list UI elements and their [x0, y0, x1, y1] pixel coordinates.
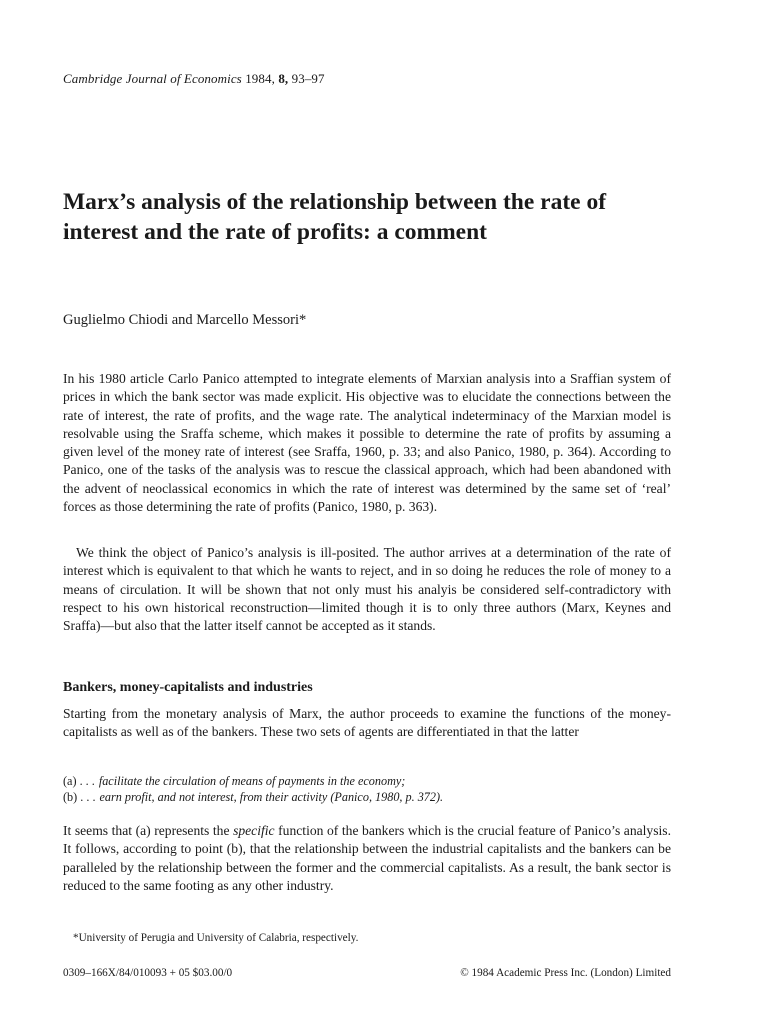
article-title: Marx’s analysis of the relationship between the rate of interest and the rate of profits: a comment [63, 189, 607, 245]
journal-pages: 93–97 [291, 71, 325, 86]
paragraph-4-text: It seems that (a) represents the [63, 823, 234, 838]
paragraph-3: Starting from the monetary analysis of Marx, the author proceeds to examine the functions of the money-capitalists as well as of the bankers. These two sets of agents are differentiated in that the latter [63, 706, 671, 740]
list-marker: (b) . . . [63, 790, 96, 804]
journal-year: 1984, [245, 71, 275, 86]
copyright-line: © 1984 Academic Press Inc. (London) Limited [460, 967, 671, 979]
issn-line: 0309–166X/84/010093 + 05 $03.00/0 [63, 967, 233, 979]
list-item [63, 773, 443, 789]
paragraph-4-text: function of the bankers which is the crucial feature of Panico’s analysis. It follows, according to point (b), that the relationship between the industrial capitalists and the bankers can be paralleled by the relationship between the former and the commercial capitalists. As a result, the bank sector is reduced to the same footing as any other industry. [63, 823, 671, 893]
paragraph-4-emphasis: specific [233, 823, 275, 838]
list-marker: (a) . . . [63, 774, 95, 788]
journal-volume: 8, [278, 71, 289, 86]
section-heading: Bankers, money-capitalists and industries [63, 680, 313, 695]
list-text: earn profit, and not interest, from their activity (Panico, 1980, p. 372). [99, 790, 444, 804]
paragraph-1: In his 1980 article Carlo Panico attempted to integrate elements of Marxian analysis into a Sraffian system of prices in which the bank sector was made explicit. His objective was to elucidate the connections between the rate of interest, the rate of profits, and the wage rate. The analytical indeterminacy of the Marxian model is resolvable using the Sraffa scheme, which makes it possible to determine the rate of profits by assuming a given level of the money rate of interest (see Sraffa, 1960, p. 33; and also Panico, 1980, p. 364). According to Panico, one of the tasks of the analysis was to rescue the classical approach, which had been abandoned with the advent of neoclassical economics in which the rate of interest was determined by the same set of ‘real’ forces as those determining the rate of profits (Panico, 1980, p. 363). [63, 371, 671, 515]
list-item [63, 789, 443, 805]
article-authors: Guglielmo Chiodi and Marcello Messori* [63, 312, 307, 328]
paragraph-4 [63, 822, 671, 895]
journal-citation [63, 71, 325, 87]
list-text: facilitate the circulation of means of payments in the economy; [98, 774, 406, 788]
paragraph-2: We think the object of Panico’s analysis is ill-posited. The author arrives at a determination of the rate of interest which is equivalent to that which he wants to reject, and in so doing he reduces the role of money to a means of circulation. It will be shown that not only must his analyis be considered self-contradictory with respect to his own historical reconstruction—limited though it is to only three authors (Marx, Keynes and Sraffa)—but also that the latter itself cannot be accepted as it stands. [63, 545, 671, 634]
author-footnote: *University of Perugia and University of Calabria, respectively. [73, 932, 359, 944]
function-list [63, 773, 443, 805]
journal-name: Cambridge Journal of Economics [63, 71, 242, 86]
